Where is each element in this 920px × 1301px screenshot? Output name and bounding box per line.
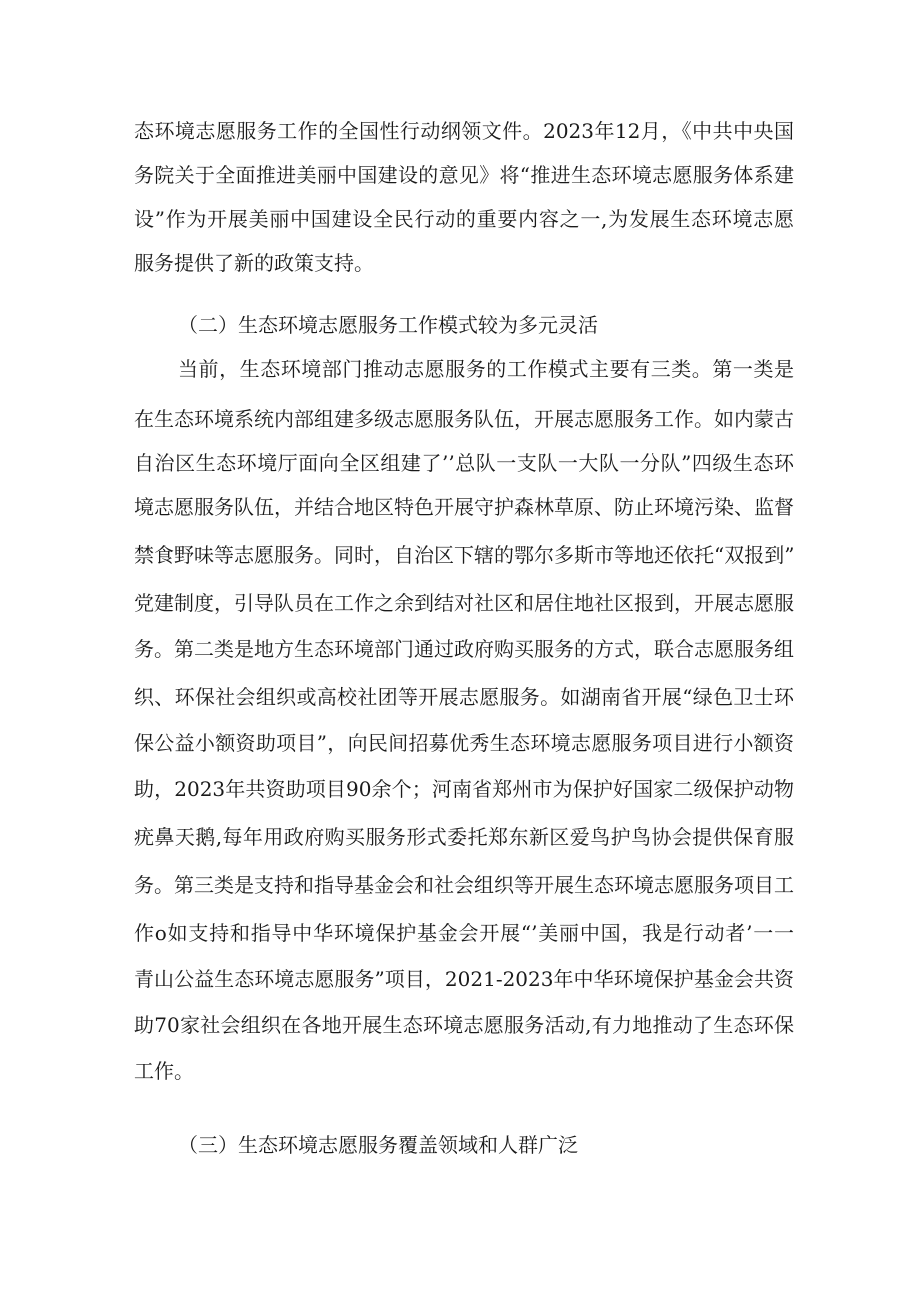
paragraph-2-line-15: 助70家社会组织在各地开展生态环境志愿服务活动,有力地推动了生态环保 [134,1013,794,1037]
paragraph-2-line-3: 自治区生态环境厅面向全区组建了’’总队一支队一大队一分队”四级生态环 [134,451,794,475]
section-heading-2: （二）生态环境志愿服务工作模式较为多元灵活 [178,313,598,337]
paragraph-2-line-13: 作o如支持和指导中华环境保护基金会开展“’美丽中国，我是行动者’一一 [134,921,794,945]
paragraph-2-line-10: 助，2023年共资助项目90余个；河南省郑州市为保护好国家二级保护动物 [134,777,794,801]
paragraph-2-line-5: 禁食野味等志愿服务。同时，自治区下辖的鄂尔多斯市等地还依托“双报到” [134,543,795,567]
paragraph-2-line-9: 保公益小额资助项目”，向民间招募优秀生态环境志愿服务项目进行小额资 [134,731,794,755]
paragraph-1-line-2: 务院关于全面推进美丽中国建设的意见》将“推进生态环境志愿服务体系建 [134,163,794,187]
paragraph-1-line-3: 设”作为开展美丽中国建设全民行动的重要内容之一,为发展生态环境志愿 [134,207,794,231]
paragraph-2-line-7: 务。第二类是地方生态环境部门通过政府购买服务的方式，联合志愿服务组 [134,637,794,661]
paragraph-2-line-14: 青山公益生态环境志愿服务”项目，2021-2023年中华环境保护基金会共资 [134,967,794,991]
paragraph-2-line-4: 境志愿服务队伍，并结合地区特色开展守护森林草原、防止环境污染、监督 [134,495,794,519]
paragraph-1-line-4: 服务提供了新的政策支持。 [134,251,374,275]
paragraph-1-line-1: 态环境志愿服务工作的全国性行动纲领文件。2023年12月，《中共中央国 [134,119,794,143]
paragraph-2-line-1: 当前，生态环境部门推动志愿服务的工作模式主要有三类。第一类是 [178,357,794,381]
paragraph-2-line-11: 疣鼻天鹅,每年用政府购买服务形式委托郑东新区爱鸟护鸟协会提供保育服 [134,825,794,849]
paragraph-2-line-12: 务。第三类是支持和指导基金会和社会组织等开展生态环境志愿服务项目工 [134,873,794,897]
paragraph-2-line-6: 党建制度，引导队员在工作之余到结对社区和居住地社区报到，开展志愿服 [134,591,794,615]
paragraph-2-line-8: 织、环保社会组织或高校社团等开展志愿服务。如湖南省开展“绿色卫士环 [134,685,794,709]
paragraph-2-line-16: 工作。 [134,1059,194,1083]
paragraph-2-line-2: 在生态环境系统内部组建多级志愿服务队伍，开展志愿服务工作。如内蒙古 [134,407,794,431]
section-heading-3: （三）生态环境志愿服务覆盖领域和人群广泛 [178,1133,578,1157]
